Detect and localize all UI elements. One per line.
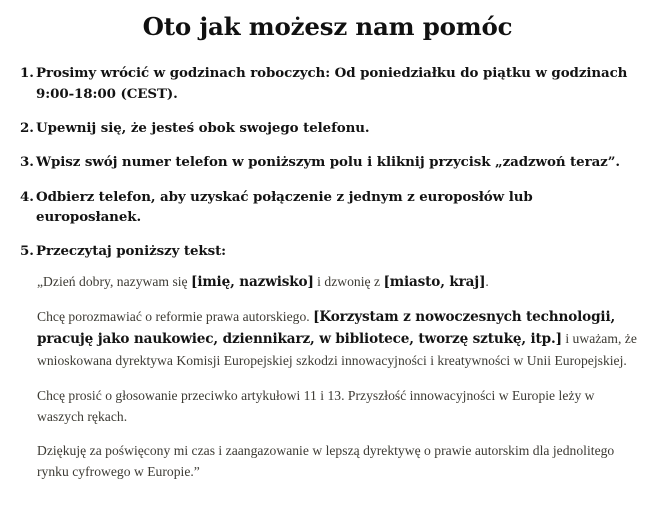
list-item-number: 5.: [20, 243, 34, 260]
list-item: [0, 152, 655, 172]
list-item-number: 1.: [20, 65, 34, 82]
script-placeholder: [miasto, kraj]: [383, 273, 486, 290]
page-title: Oto jak możesz nam pomóc: [142, 12, 513, 41]
script-paragraph-thanks: Dziękuję za poświęcony mi czas i zaangazowanie w lepszą dyrektywę o prawie autorskim dla jednolitego rynku cyfrowego w Europie.”: [37, 443, 615, 480]
list-item-number: 2.: [20, 119, 34, 136]
instruction-steps-list: [0, 63, 655, 262]
script-paragraph-reason: Chcę porozmawiać o reformie prawa autorskiego. [Korzystam z nowoczesnych technologii, pracuję jako naukowiec, dziennikarz, w bibliotece, tworzę sztukę, itp.] i uważam, że wnioskowana dyrektywa Komisji Europejskiej szkodzi innowacyjności i kreatywności w Unii Europejskiej.: [37, 309, 637, 369]
script-placeholder: [Korzystam z nowoczesnych technologii, pracuję jako naukowiec, dziennikarz, w bibliotece, tworzę sztukę, itp.]: [37, 309, 616, 348]
script-placeholder: [imię, nazwisko]: [191, 273, 314, 290]
list-item-text: Odbierz telefon, aby uzyskać połączenie z jednym z europosłów lub europosłanek.: [36, 188, 533, 226]
list-item: [0, 118, 655, 138]
list-item: [0, 63, 655, 104]
list-item-number: 4.: [20, 188, 34, 205]
call-script-block: [0, 271, 655, 483]
list-item-text: Upewnij się, że jesteś obok swojego telefonu.: [36, 119, 370, 136]
list-item: [0, 187, 655, 228]
list-item-text: Prosimy wrócić w godzinach roboczych: Od poniedziałku do piątku w godzinach 9:00-18:00 (CEST).: [36, 65, 628, 102]
script-paragraph-request: Chcę prosić o głosowanie przeciwko artykułowi 11 i 13. Przyszłość innowacyjności w Europie leży w waszych rękach.: [37, 387, 595, 424]
list-item: [0, 241, 655, 261]
script-paragraph-greeting: „Dzień dobry, nazywam się [imię, nazwisko] i dzwonię z [miasto, kraj].: [37, 273, 489, 290]
list-item-number: 3.: [20, 154, 34, 171]
list-item-text: Wpisz swój numer telefon w poniższym polu i kliknij przycisk „zadzwoń teraz”.: [36, 154, 620, 171]
list-item-text: Przeczytaj poniższy tekst:: [36, 243, 227, 260]
